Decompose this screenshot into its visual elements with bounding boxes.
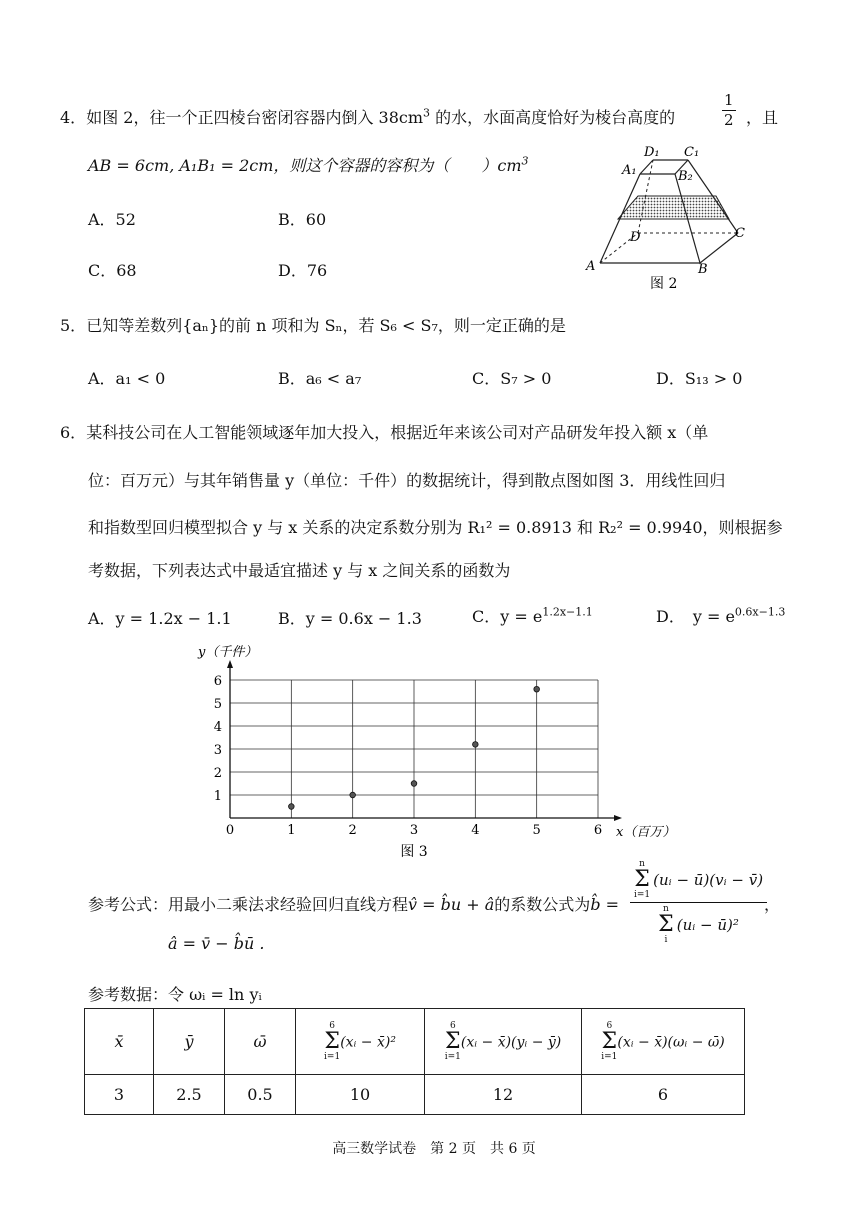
value-omega-bar: 0.5 — [225, 1075, 296, 1115]
value-y-bar: 2.5 — [154, 1075, 225, 1115]
sum-lower-2: i — [664, 935, 668, 945]
q6-c-exp: 1.2x−1.1 — [542, 605, 593, 619]
q5-option-a: A．a₁ < 0 — [88, 369, 166, 388]
sum-lower: i=1 — [324, 1051, 341, 1062]
data-point — [534, 686, 540, 692]
formula-denominator: (uᵢ − ū)² — [676, 916, 739, 934]
x-tick-label: 5 — [532, 823, 541, 838]
figure-2-caption: 图 2 — [650, 276, 678, 292]
sum-lower: i=1 — [444, 1051, 461, 1062]
value-x-bar: 3 — [85, 1075, 154, 1115]
header-expr: (xᵢ − x̄)² — [340, 1034, 396, 1050]
q6-line-1-text: 某科技公司在人工智能领域逐年加大投入，根据近年来该公司对产品研发年投入额 x（单 — [86, 423, 709, 442]
sum-upper: 6 — [449, 1020, 456, 1031]
q5-text: 已知等差数列{aₙ}的前 n 项和为 Sₙ，若 S₆ < S₇，则一定正确的是 — [86, 316, 566, 335]
q5-option-d: D．S₁₃ > 0 — [656, 369, 743, 388]
page-footer: 高三数学试卷 第 2 页 共 6 页 — [332, 1141, 536, 1157]
q6-option-b: B．y = 0.6x − 1.3 — [278, 609, 422, 628]
frac-den: 2 — [724, 111, 734, 129]
q6-option-d — [656, 604, 785, 627]
question-5 — [60, 313, 566, 336]
q4-option-d: D．76 — [278, 261, 328, 280]
q4-option-b: B．60 — [278, 210, 327, 229]
label-D: D — [630, 230, 641, 245]
y-tick-label: 4 — [213, 720, 222, 735]
x-tick-label: 4 — [471, 823, 480, 838]
value-sum-xx: 10 — [296, 1075, 425, 1115]
frustum-figure — [578, 140, 758, 300]
question-number: 4． — [60, 108, 87, 127]
x-tick-label: 6 — [593, 823, 603, 838]
formula-line-2: â = v̄ − b̂ū . — [168, 934, 265, 953]
formula-comma: ， — [764, 895, 781, 914]
header-expr: (xᵢ − x̄)(yᵢ − ȳ) — [460, 1034, 562, 1050]
q6-option-a: A．y = 1.2x − 1.1 — [88, 609, 232, 628]
x-tick-label: 3 — [409, 823, 419, 838]
formula-b-hat: b̂ = — [590, 895, 620, 914]
sum-upper: n — [639, 859, 645, 869]
formula-prefix: 参考公式：用最小二乘法求经验回归直线方程 — [88, 895, 409, 914]
data-point — [289, 804, 295, 810]
question-6-line-3: 和指数型回归模型拟合 y 与 x 关系的决定系数分别为 R₁² = 0.8913 和 R₂² = 0.9940，则根据参 — [88, 518, 783, 537]
y-tick-label: 2 — [213, 766, 222, 781]
label-B1: B₂ — [678, 169, 693, 184]
question-6-line-4: 考数据，下列表达式中最适宜描述 y 与 x 之间关系的函数为 — [88, 561, 511, 580]
x-tick-label: 2 — [348, 823, 357, 838]
q6-d-base: D． y = e — [656, 607, 735, 626]
q6-c-base: C．y = e — [472, 607, 543, 626]
formula-equation: v̂ = b̂u + â — [408, 895, 495, 914]
q4-option-c: C．68 — [88, 261, 137, 280]
sum-upper-2: n — [663, 904, 669, 914]
q4-line2-sup: 3 — [521, 154, 529, 168]
q4-tail: ，且 — [746, 108, 779, 127]
question-4-line-1 — [60, 105, 675, 128]
question-number: 6． — [60, 423, 87, 442]
formula-fraction: n Σ i=1 (uᵢ − ū)(vᵢ − v̄) n Σ i (uᵢ − ū)² — [630, 860, 767, 945]
question-number: 5． — [60, 316, 87, 335]
x-tick-label: 1 — [287, 823, 296, 838]
y-axis-label: y（千件） — [198, 645, 258, 660]
question-6-line-2: 位：百万元）与其年销售量 y（单位：千件）的数据统计，得到散点图如图 3．用线性回归 — [88, 471, 726, 490]
y-tick-label: 5 — [213, 697, 222, 712]
table-header-row — [85, 1009, 745, 1075]
y-tick-label: 6 — [213, 674, 222, 689]
value-sum-xw: 6 — [582, 1075, 745, 1115]
label-C1: C₁ — [684, 145, 700, 160]
figure-3-caption: 图 3 — [400, 844, 428, 860]
data-point — [350, 792, 356, 798]
x-axis-label: x（百万） — [616, 825, 676, 840]
header-omega-bar: ω̄ — [225, 1009, 296, 1075]
q4-sup: 3 — [423, 106, 431, 120]
q5-option-c: C．S₇ > 0 — [472, 369, 552, 388]
question-4-line-2 — [88, 153, 529, 176]
sum-lower: i=1 — [601, 1051, 618, 1062]
header-expr: (xᵢ − x̄)(ωᵢ − ω̄) — [617, 1034, 725, 1050]
ref-data-label: 参考数据：令 ωᵢ = ln yᵢ — [88, 985, 262, 1004]
data-point — [411, 781, 417, 787]
data-point — [473, 742, 479, 748]
q5-option-b: B．a₆ < a₇ — [278, 369, 362, 388]
scatter-chart — [190, 640, 680, 865]
header-sum-xx: 6 Σ i=1 (xᵢ − x̄)² — [296, 1009, 425, 1075]
header-y-bar: ȳ — [154, 1009, 225, 1075]
table-value-row — [85, 1075, 745, 1115]
q4-line2-text: AB = 6cm, A₁B₁ = 2cm，则这个容器的容积为（ ）cm — [88, 156, 522, 175]
x-axis-arrow — [614, 815, 622, 821]
water-surface — [618, 196, 729, 219]
formula-numerator: (uᵢ − ū)(vᵢ − v̄) — [653, 871, 764, 889]
label-D1: D₁ — [644, 145, 660, 160]
y-axis-arrow — [227, 660, 233, 668]
frac-num: 1 — [724, 91, 734, 109]
q6-option-c — [472, 604, 593, 627]
label-A1: A₁ — [622, 163, 637, 178]
label-C: C — [735, 226, 745, 241]
header-sum-xw: 6 Σ i=1 (xᵢ − x̄)(ωᵢ − ω̄) — [582, 1009, 745, 1075]
formula-line-1 — [88, 892, 619, 915]
x-tick-label: 0 — [225, 823, 235, 838]
sum-upper: 6 — [606, 1020, 613, 1031]
q4-option-a: A．52 — [88, 210, 136, 229]
header-sum-xy: 6 Σ i=1 (xᵢ − x̄)(yᵢ − ȳ) — [425, 1009, 582, 1075]
label-B: B — [698, 262, 708, 277]
reference-data-table — [84, 1008, 745, 1115]
header-x-bar: x̄ — [85, 1009, 154, 1075]
y-tick-label: 3 — [213, 743, 222, 758]
q4-text-2: 的水，水面高度恰好为棱台高度的 — [430, 108, 676, 127]
formula-mid: 的系数公式为 — [494, 895, 591, 914]
y-tick-label: 1 — [213, 789, 222, 804]
sum-upper: 6 — [329, 1020, 335, 1031]
label-A: A — [586, 259, 596, 274]
fraction-one-half — [722, 93, 736, 128]
q4-text: 如图 2，往一个正四棱台密闭容器内倒入 38cm — [86, 108, 424, 127]
q6-d-exp: 0.6x−1.3 — [734, 605, 786, 619]
value-sum-xy: 12 — [425, 1075, 582, 1115]
question-6-line-1 — [60, 420, 708, 443]
sum-lower: i=1 — [634, 890, 651, 900]
